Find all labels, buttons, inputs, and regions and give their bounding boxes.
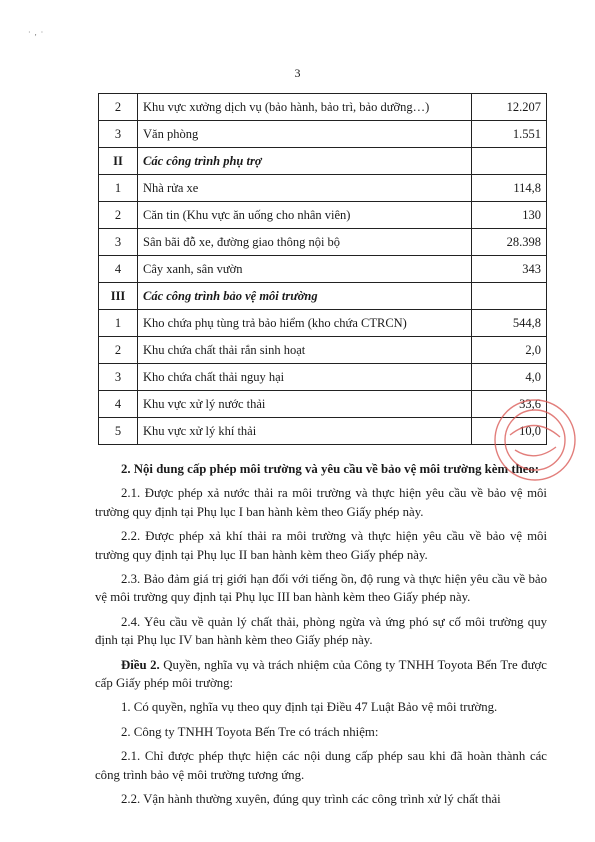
row-name: Cây xanh, sân vườn (138, 256, 472, 283)
article-2 (95, 656, 547, 693)
table-row (99, 364, 547, 391)
table-row (99, 256, 547, 283)
row-number: 1 (99, 175, 138, 202)
area-table (98, 93, 547, 445)
row-number: 2 (99, 337, 138, 364)
row-number: 2 (99, 94, 138, 121)
scan-specks: · , · (28, 28, 44, 37)
paragraph-2-2: 2.2. Được phép xả khí thải ra môi trường và thực hiện yêu cầu về bảo vệ môi trường quy định tại Phụ lục II ban hành kèm theo Giấy phép này. (95, 529, 547, 562)
row-name: Khu chứa chất thải rắn sinh hoạt (138, 337, 472, 364)
paragraph-2-2-b: 2.2. Vận hành thường xuyên, đúng quy trình các công trình xử lý chất thải (121, 792, 501, 807)
paragraph-2: 2. Công ty TNHH Toyota Bến Tre có trách nhiệm: (121, 724, 379, 739)
row-value: 10,0 (472, 418, 547, 445)
table-section-row (99, 283, 547, 310)
row-value: 343 (472, 256, 547, 283)
paragraph-1: 1. Có quyền, nghĩa vụ theo quy định tại Điều 47 Luật Bảo vệ môi trường. (121, 700, 498, 715)
row-value (472, 283, 547, 310)
table-row (99, 229, 547, 256)
row-name: Nhà rửa xe (138, 175, 472, 202)
table-row (99, 310, 547, 337)
table-row (99, 418, 547, 445)
row-value: 33,6 (472, 391, 547, 418)
paragraph-2-3: 2.3. Bảo đảm giá trị giới hạn đối với tiếng ồn, độ rung và thực hiện yêu cầu về bảo vệ môi trường quy định tại Phụ lục III ban hành kèm theo Giấy phép này. (95, 572, 547, 605)
paragraph-2-1-b: 2.1. Chỉ được phép thực hiện các nội dung cấp phép sau khi đã hoàn thành các công trình bảo vệ môi trường tương ứng. (95, 749, 547, 782)
row-name: Khu vực xưởng dịch vụ (bảo hành, bảo trì, bảo dưỡng…) (138, 94, 472, 121)
row-name: Căn tin (Khu vực ăn uống cho nhân viên) (138, 202, 472, 229)
table-row (99, 391, 547, 418)
row-value: 4,0 (472, 364, 547, 391)
row-value (472, 148, 547, 175)
table-row (99, 94, 547, 121)
row-value: 130 (472, 202, 547, 229)
table-row (99, 202, 547, 229)
row-name: Khu vực xử lý nước thải (138, 391, 472, 418)
row-number: 2 (99, 202, 138, 229)
row-value: 28.398 (472, 229, 547, 256)
row-number: II (99, 148, 138, 175)
row-number: 3 (99, 121, 138, 148)
row-value: 2,0 (472, 337, 547, 364)
table-row (99, 175, 547, 202)
row-number: 3 (99, 229, 138, 256)
row-value: 114,8 (472, 175, 547, 202)
row-number: 4 (99, 256, 138, 283)
row-name: Văn phòng (138, 121, 472, 148)
row-value: 544,8 (472, 310, 547, 337)
row-number: 1 (99, 310, 138, 337)
row-number: 3 (99, 364, 138, 391)
article-label: Điều 2. (121, 657, 160, 672)
table-row (99, 121, 547, 148)
row-name: Sân bãi đỗ xe, đường giao thông nội bộ (138, 229, 472, 256)
paragraph-2-1: 2.1. Được phép xả nước thải ra môi trường và thực hiện yêu cầu về bảo vệ môi trường quy định tại Phụ lục I ban hành kèm theo Giấy phép này. (95, 486, 547, 519)
row-name: Kho chứa chất thải nguy hại (138, 364, 472, 391)
page-number: 3 (294, 66, 301, 80)
row-name: Kho chứa phụ tùng trả bảo hiểm (kho chứa CTRCN) (138, 310, 472, 337)
row-number: III (99, 283, 138, 310)
row-value: 12.207 (472, 94, 547, 121)
paragraph-2-4: 2.4. Yêu cầu về quản lý chất thải, phòng ngừa và ứng phó sự cố môi trường quy định tại Phụ lục IV ban hành kèm theo Giấy phép này. (95, 614, 547, 648)
section-heading: 2. Nội dung cấp phép môi trường và yêu cầu về bảo vệ môi trường kèm theo: (121, 462, 540, 476)
document-body (95, 460, 547, 815)
article-text: Quyền, nghĩa vụ và trách nhiệm của Công ty TNHH Toyota Bến Tre được cấp Giấy phép môi trường: (95, 657, 547, 691)
row-name: Các công trình phụ trợ (138, 148, 472, 175)
table-section-row (99, 148, 547, 175)
row-value: 1.551 (472, 121, 547, 148)
row-name: Các công trình bảo vệ môi trường (138, 283, 472, 310)
row-number: 5 (99, 418, 138, 445)
row-number: 4 (99, 391, 138, 418)
table-row (99, 337, 547, 364)
row-name: Khu vực xử lý khí thải (138, 418, 472, 445)
